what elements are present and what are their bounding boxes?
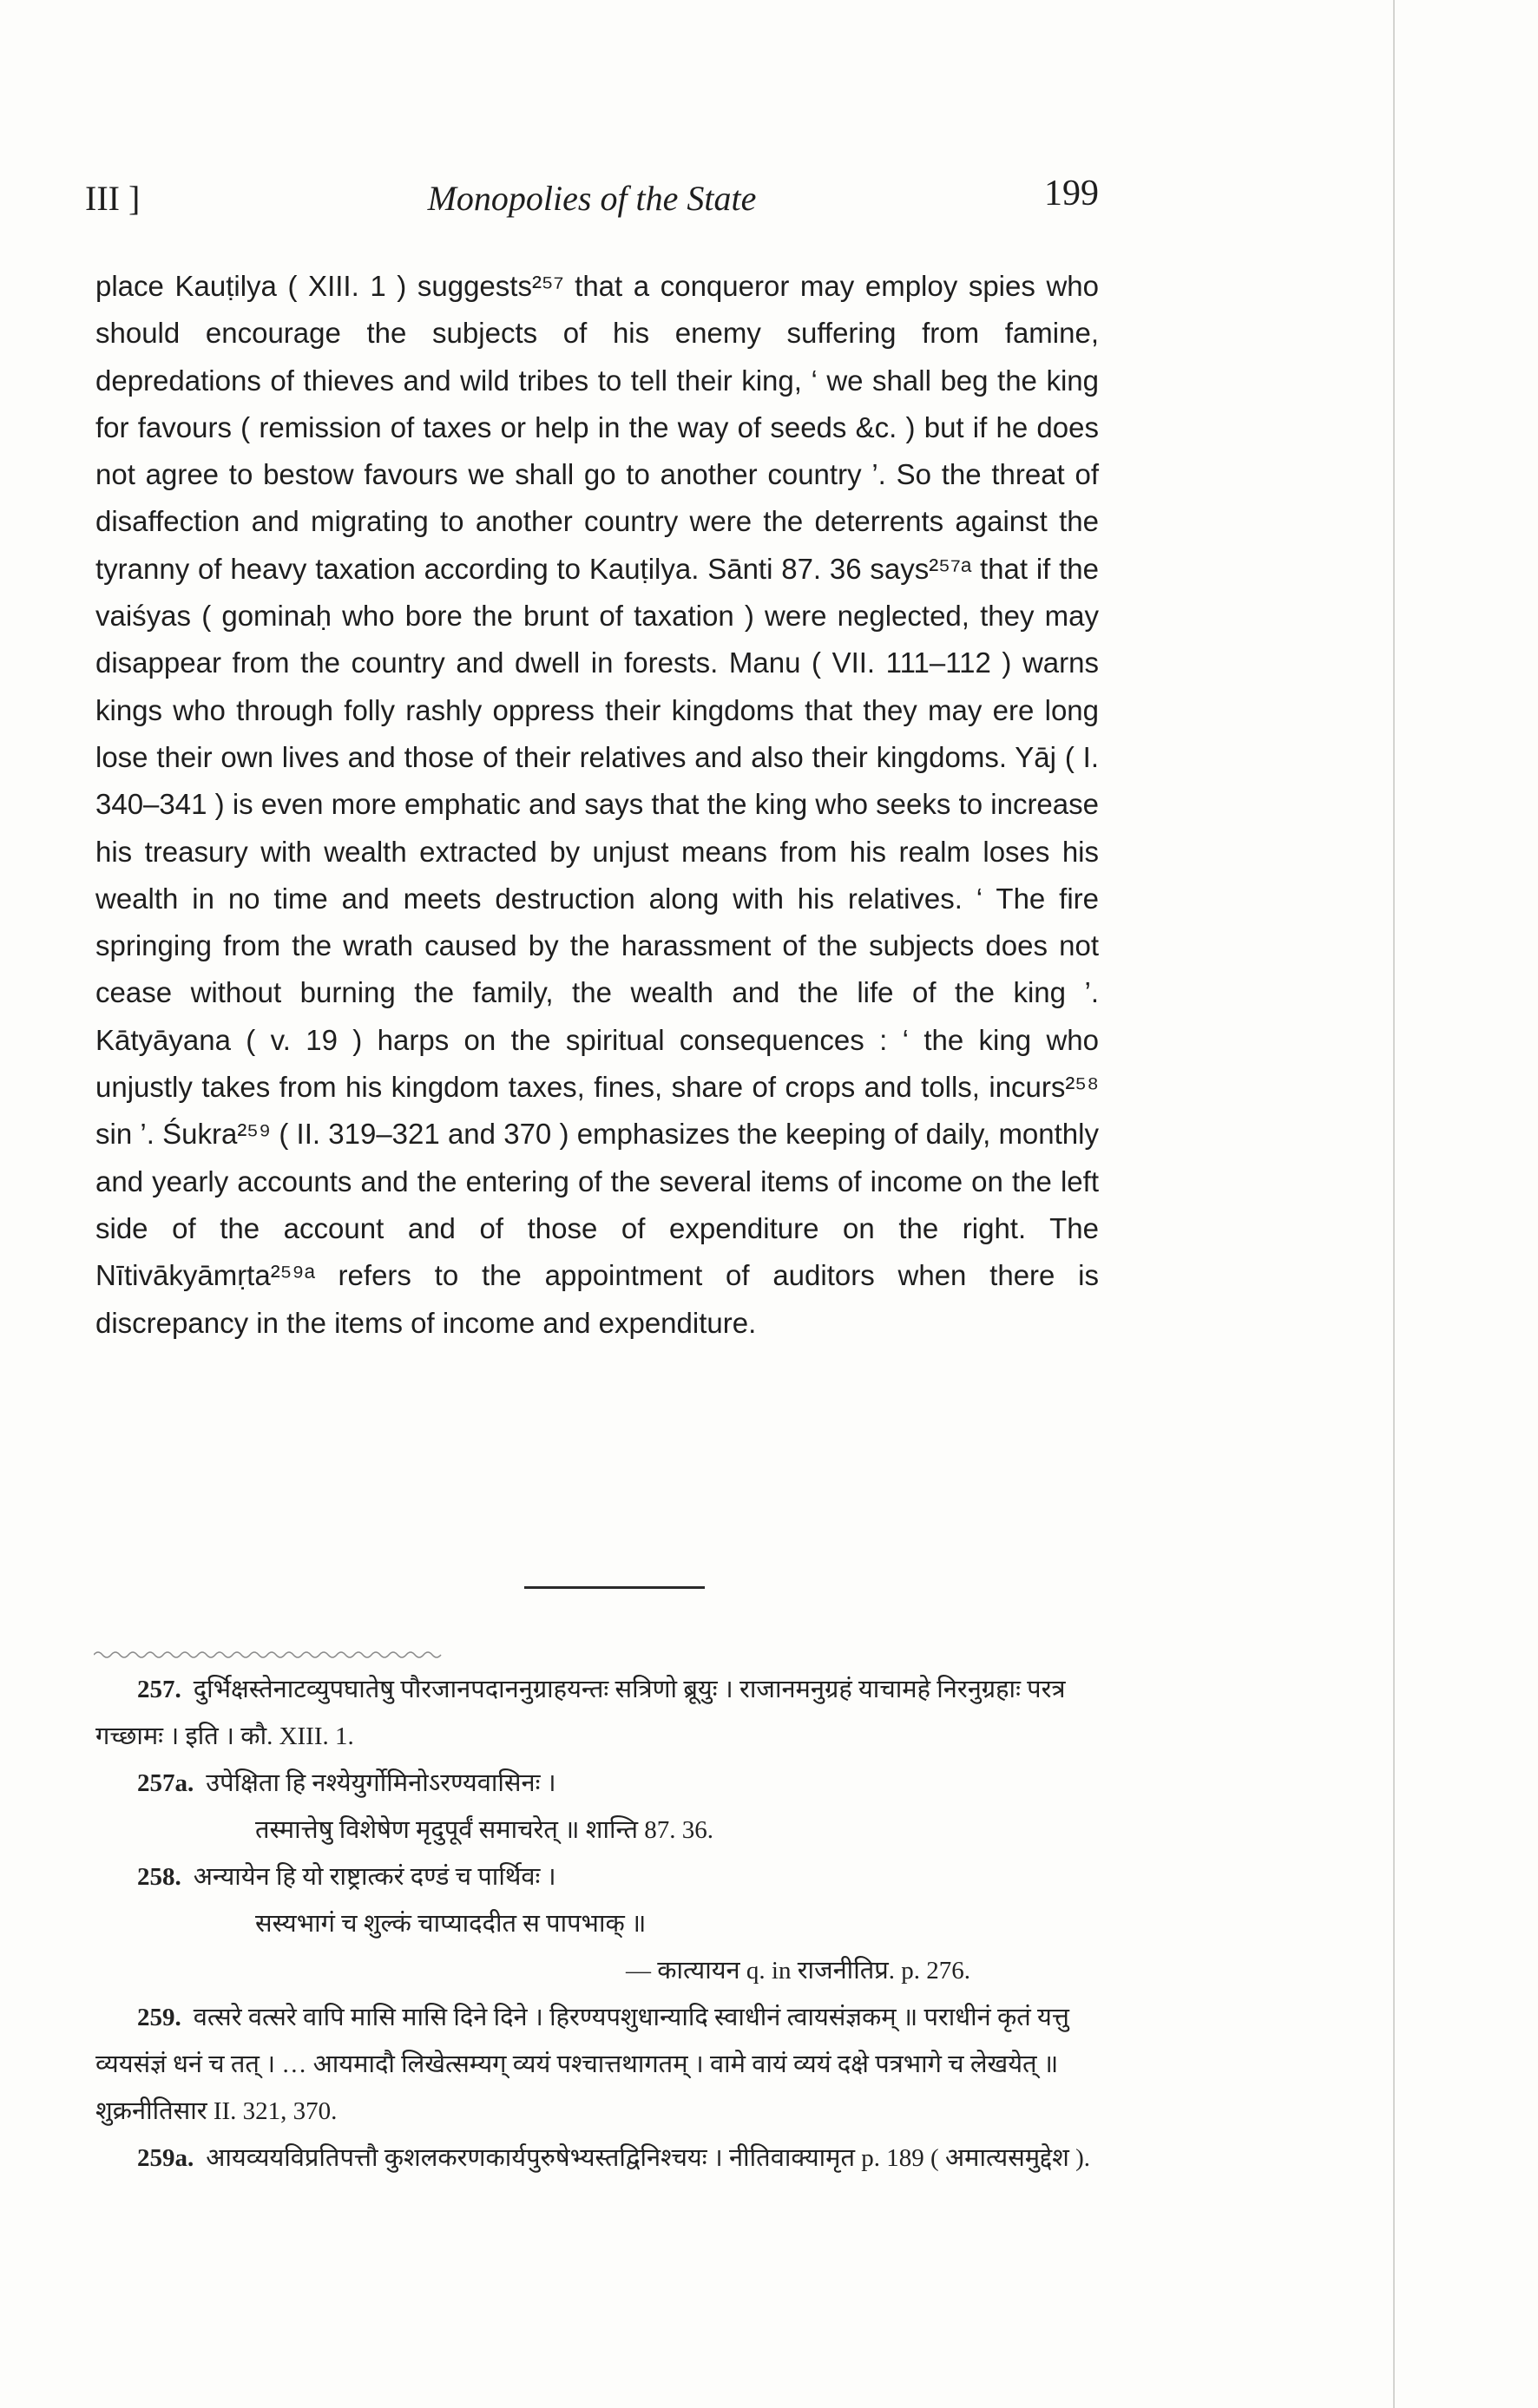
footnote-text: वत्सरे वत्सरे वापि मासि मासि दिने दिने । हिरण्यपशुधान्यादि स्वाधीनं त्वायसंज्ञकम् ॥ पराधीनं कृतं यत्तु व्ययसंज्ञं धनं च तत् । … आयमादौ लिखेत्सम्यग् व्ययं पश्चात्तथागतम् । वामे वायं व्ययं दक्षे पत्रभागे च लेखयेत् ॥ शुक्रनीतिसार II. 321, 370. (95, 2004, 1069, 2125)
footnote-text: आयव्ययविप्रतिपत्तौ कुशलकरणकार्यपुरुषेभ्यस्तद्विनिश्चयः । नीतिवाक्यामृत p. 189 ( अमात्यसमुद्देश ). (206, 2144, 1091, 2172)
footnote-259a (95, 2135, 1099, 2182)
page-margin-rule (1393, 0, 1395, 2408)
footnote-number: 257. (137, 1676, 181, 1703)
verse-line: उपेक्षिता हि नश्येयुर्गोमिनोऽरण्यवासिनः । (206, 1769, 556, 1797)
body-paragraph: place Kauṭilya ( XIII. 1 ) suggests²⁵⁷ that a conqueror may employ spies who should encourage the subjects of his enemy suffering from famine, depredations of thieves and wild tribes to tell their king, ‘ we shall beg the king for favours ( remission of taxes or help in the way of seeds &c. ) but if he does not agree to bestow favours we shall go to another country ’. So the threat of disaffection and migrating to another country were the deterrents against the tyranny of heavy taxation according to Kauṭilya. Sānti 87. 36 says²⁵⁷ᵃ that if the vaiśyas ( gominaḥ who bore the brunt of taxation ) were neglected, they may disappear from the country and dwell in forests. Manu ( VII. 111–112 ) warns kings who through folly rashly oppress their kingdoms that they may ere long lose their own lives and those of their relatives and also their kingdoms. Yāj ( I. 340–341 ) is even more emphatic and says that the king who seeks to increase his treasury with wealth extracted by unjust means from his realm loses his wealth in no time and meets destruction along with his relatives. ‘ The fire springing from the wrath caused by the harassment of the subjects does not cease without burning the family, the wealth and the life of the king ’. Kātyāyana ( v. 19 ) harps on the spiritual consequences : ‘ the king who unjustly takes from his kingdom taxes, fines, share of crops and tolls, incurs²⁵⁸ sin ’. Śukra²⁵⁹ ( II. 319–321 and 370 ) emphasizes the keeping of daily, monthly and yearly accounts and the entering of the several items of income on the left side of the account and of those of expenditure on the right. The Nītivākyāmṛta²⁵⁹ᵃ refers to the appointment of auditors when there is discrepancy in the items of income and expenditure. (95, 270, 1099, 1339)
verse-line: अन्यायेन हि यो राष्ट्रात्करं दण्डं च पार्थिवः । (193, 1863, 556, 1891)
footnote-257a (95, 1760, 1099, 1807)
footnote-number: 258. (137, 1863, 181, 1891)
page-number: 199 (1044, 174, 1099, 213)
running-head (85, 174, 1099, 230)
footnote-259 (95, 1994, 1099, 2135)
footnote-257 (95, 1666, 1099, 1760)
section-divider (524, 1586, 705, 1589)
footnotes (95, 1666, 1099, 2182)
footnote-number: 259a. (137, 2144, 194, 2172)
footnote-number: 257a. (137, 1769, 194, 1797)
verse-line-2: तस्मात्तेषु विशेषेण मृदुपूर्वं समाचरेत् ॥ शान्ति 87. 36. (255, 1816, 713, 1844)
verse-line-2: सस्यभागं च शुल्कं चाप्याददीत स पापभाक् ॥ (255, 1910, 647, 1938)
footnote-258 (95, 1854, 1099, 1900)
footnote-text: दुर्भिक्षस्तेनाटव्युपघातेषु पौरजानपदाननुग्राहयन्तः सत्रिणो ब्रूयुः । राजानमनुग्रहं याचामहे निरनुग्रहाः परत्र गच्छामः । इति । कौ. XIII. 1. (95, 1676, 1066, 1750)
body-text (95, 263, 1099, 1347)
footnote-number: 259. (137, 2004, 181, 2031)
footnote-separator (94, 1649, 443, 1661)
running-title: Monopolies of the State (427, 179, 757, 218)
footnote-source: — कात्यायन q. in राजनीतिप्र. p. 276. (625, 1957, 970, 1985)
chapter-marker: III ] (85, 179, 141, 218)
